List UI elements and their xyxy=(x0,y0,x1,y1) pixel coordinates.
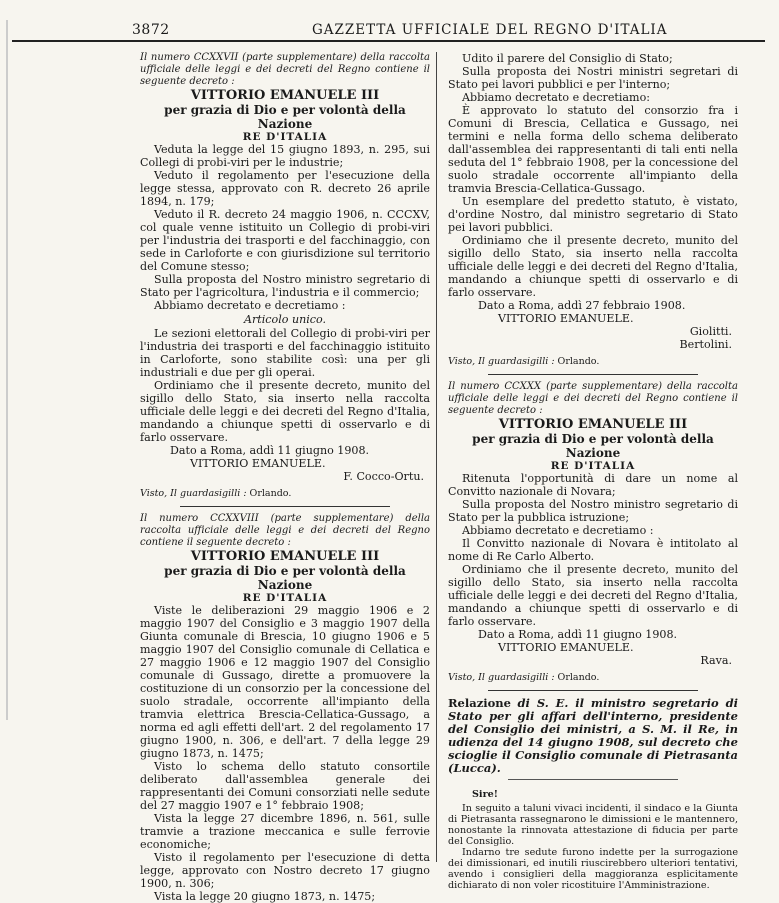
right-column xyxy=(448,52,738,891)
decree-3-para: Sulla proposta del Nostro ministro segretario di Stato per la pubblica istruzione; xyxy=(448,498,738,524)
decree-3-para: Il Convitto nazionale di Novara è intitolato al nome di Re Carlo Alberto. xyxy=(448,537,738,563)
decree-1-body: Le sezioni elettorali del Collegio di probi-viri per l'industria dei trasporti e del facchinaggio istituito in Carloforte, sono stabilite così: una per gli industriali e due per gli operai. xyxy=(140,327,430,379)
decree-3-ordiniamo: Ordiniamo che il presente decreto, munito del sigillo dello Stato, sia inserto nella raccolta ufficiale delle leggi e dei decreti del Regno d'Italia, mandando a chiunque spetti di osservarlo e di farlo osservare. xyxy=(448,563,738,628)
decree-2-cont-para: Udito il parere del Consiglio di Stato; xyxy=(462,52,673,65)
decree-3-minister: Rava. xyxy=(700,654,732,667)
separator-rule xyxy=(180,506,390,507)
visto-name: Orlando. xyxy=(557,672,600,683)
decree-1-re: RE D'ITALIA xyxy=(242,131,328,143)
separator-rule xyxy=(488,374,698,375)
decree-2-ordiniamo: Ordiniamo che il presente decreto, munito del sigillo dello Stato, sia inserto nella raccolta ufficiale delle leggi e dei decreti del Regno d'Italia, mandando a chiunque spetti di osservarlo e di farlo osservare. xyxy=(448,234,738,299)
decree-2-minister-1: Giolitti. xyxy=(689,325,732,338)
decree-3-para: Ritenuta l'opportunità di dare un nome al Convitto nazionale di Novara; xyxy=(448,472,738,498)
decree-2-cont-para: Sulla proposta dei Nostri ministri segretari di Stato pei lavori pubblici e per l'interno; xyxy=(448,65,738,91)
decree-2-cont-para: Abbiamo decretato e decretiamo: xyxy=(462,91,650,104)
relazione-lead: Relazione xyxy=(448,696,511,710)
decree-2-para: Vista la legge 27 dicembre 1896, n. 561, sulle tramvie a trazione meccanica e sulle ferrovie economiche; xyxy=(140,812,430,851)
relazione-para: In seguito a taluni vivaci incidenti, il sindaco e la Giunta di Pietrasanta rassegnarono le dimissioni e le mantennero, nonostante la rinnovata attestazione di fiducia per parte del Consiglio. xyxy=(448,803,738,847)
page-number: 3872 xyxy=(132,22,170,38)
decree-2-grace: per grazia di Dio e per volontà della Nazione xyxy=(164,564,406,592)
relazione-heading: di S. E. il ministro segretario di Stato per gli affari dell'interno, presidente del Consiglio dei ministri, a S. M. il Re, in udienza del 14 giugno 1908, sul decreto che scioglie il Consiglio comunale di Pietrasanta (Lucca). xyxy=(448,696,738,775)
decree-1-minister: F. Cocco-Ortu. xyxy=(343,470,424,483)
decree-2-cont-para: È approvato lo statuto del consorzio fra i Comuni di Brescia, Cellatica e Gussago, nei termini e nella forma dello schema deliberato dall'assemblea dei rappresentanti di tali enti nella seduta del 1° febbraio 1908, per la concessione del suolo stradale occorrente all'impianto della tramvia Brescia-Cellatica-Gussago. xyxy=(448,104,738,195)
decree-1-para: Veduto il R. decreto 24 maggio 1906, n. CCCXV, col quale venne istituito un Collegio di probi-viri per l'industria dei trasporti e del facchinaggio, con sede in Carloforte e con giurisdizione sul territorio del Comune stesso; xyxy=(140,208,430,273)
decree-2-para: Vista la legge 20 giugno 1873, n. 1475; xyxy=(154,890,376,903)
decree-2-date: Dato a Roma, addì 27 febbraio 1908. xyxy=(478,299,686,312)
decree-1-date: Dato a Roma, addì 11 giugno 1908. xyxy=(170,444,370,457)
page-edge xyxy=(6,20,8,720)
decree-3-re: RE D'ITALIA xyxy=(550,460,636,472)
column-divider xyxy=(436,52,437,862)
decree-1-king: VITTORIO EMANUELE III xyxy=(190,88,380,103)
decree-3-para: Abbiamo decretato e decretiamo : xyxy=(462,524,654,537)
gazette-title: GAZZETTA UFFICIALE DEL REGNO D'ITALIA xyxy=(312,22,668,38)
decree-1-para: Veduto il regolamento per l'esecuzione della legge stessa, approvato con R. decreto 26 aprile 1894, n. 179; xyxy=(140,169,430,208)
decree-3-date: Dato a Roma, addì 11 giugno 1908. xyxy=(478,628,678,641)
separator-rule xyxy=(508,779,678,780)
decree-2-visto xyxy=(448,355,738,368)
decree-2-para: Visto il regolamento per l'esecuzione di detta legge, approvato con Nostro decreto 17 giugno 1900, n. 306; xyxy=(140,851,430,890)
relazione-title xyxy=(448,697,738,775)
decree-2-king: VITTORIO EMANUELE III xyxy=(190,549,380,564)
visto-name: Orlando. xyxy=(249,488,292,499)
decree-1-intro: Il numero CCXXVII (parte supplementare) della raccolta ufficiale delle leggi e dei decreti del Regno contiene il seguente decreto : xyxy=(140,52,430,87)
decree-1-para: Veduta la legge del 15 giugno 1893, n. 295, sui Collegi di probi-viri per le industrie; xyxy=(140,143,430,169)
decree-1-ordiniamo: Ordiniamo che il presente decreto, munito del sigillo dello Stato, sia inserto nella raccolta ufficiale delle leggi e dei decreti del Regno d'Italia, mandando a chiunque spetti di osservarlo e di farlo osservare. xyxy=(140,379,430,444)
visto-label: Visto, Il guardasigilli : xyxy=(448,356,555,367)
decree-2-re: RE D'ITALIA xyxy=(242,592,328,604)
decree-2-para: Viste le deliberazioni 29 maggio 1906 e 2 maggio 1907 del Consiglio e 3 maggio 1907 della Giunta comunale di Brescia, 10 giugno 1906 e 5 maggio 1907 del Consiglio comunale di Cellatica e 27 maggio 1906 e 12 maggio 1907 del Consiglio comunale di Gussago, dirette a promuovere la costituzione di un consorzio per la concessione del suolo stradale, occorrente all'impianto della tramvia elettrica Brescia-Cellatica-Gussago, a norma ed agli effetti dell'art. 2 del regolamento 17 giugno 1900, n. 306, e dell'art. 7 della legge 29 giugno 1873, n. 1475; xyxy=(140,604,430,760)
visto-label: Visto, Il guardasigilli : xyxy=(448,672,555,683)
decree-1-para: Sulla proposta del Nostro ministro segretario di Stato per l'agricoltura, l'industria e il commercio; xyxy=(140,273,430,299)
decree-1-visto xyxy=(140,487,430,500)
decree-1-article: Articolo unico. xyxy=(243,313,327,326)
relazione-sire: Sire! xyxy=(472,789,498,800)
page-header xyxy=(12,22,765,42)
left-column xyxy=(140,52,430,903)
decree-1-grace: per grazia di Dio e per volontà della Nazione xyxy=(164,103,406,131)
decree-3-visto xyxy=(448,671,738,684)
visto-name: Orlando. xyxy=(557,356,600,367)
visto-label: Visto, Il guardasigilli : xyxy=(140,488,247,499)
decree-3-intro: Il numero CCXXX (parte supplementare) della raccolta ufficiale delle leggi e dei decreti del Regno contiene il seguente decreto : xyxy=(448,381,738,416)
decree-2-minister-2: Bertolini. xyxy=(679,338,732,351)
decree-2-para: Visto lo schema dello statuto consortile deliberato dall'assemblea generale dei rappresentanti dei Comuni consorziati nelle sedute del 27 maggio 1907 e 1° febbraio 1908; xyxy=(140,760,430,812)
relazione-para: Indarno tre sedute furono indette per la surrogazione dei dimissionari, ed inutili riuscirebbero ulteriori tentativi, avendo i consiglieri della maggioranza esplicitamente dichiarato di non voler ricostituire l'Amministrazione. xyxy=(448,847,738,891)
decree-1-signature: VITTORIO EMANUELE. xyxy=(190,457,326,470)
decree-3-signature: VITTORIO EMANUELE. xyxy=(498,641,634,654)
decree-2-cont-para: Un esemplare del predetto statuto, è vistato, d'ordine Nostro, dal ministro segretario di Stato pei lavori pubblici. xyxy=(448,195,738,234)
decree-3-king: VITTORIO EMANUELE III xyxy=(498,417,688,432)
separator-rule xyxy=(488,690,698,691)
decree-1-para: Abbiamo decretato e decretiamo : xyxy=(154,299,346,312)
decree-3-grace: per grazia di Dio e per volontà della Nazione xyxy=(472,432,714,460)
decree-2-intro: Il numero CCXXVIII (parte supplementare) della raccolta ufficiale delle leggi e dei decreti del Regno contiene il seguente decreto : xyxy=(140,513,430,548)
decree-2-signature: VITTORIO EMANUELE. xyxy=(498,312,634,325)
